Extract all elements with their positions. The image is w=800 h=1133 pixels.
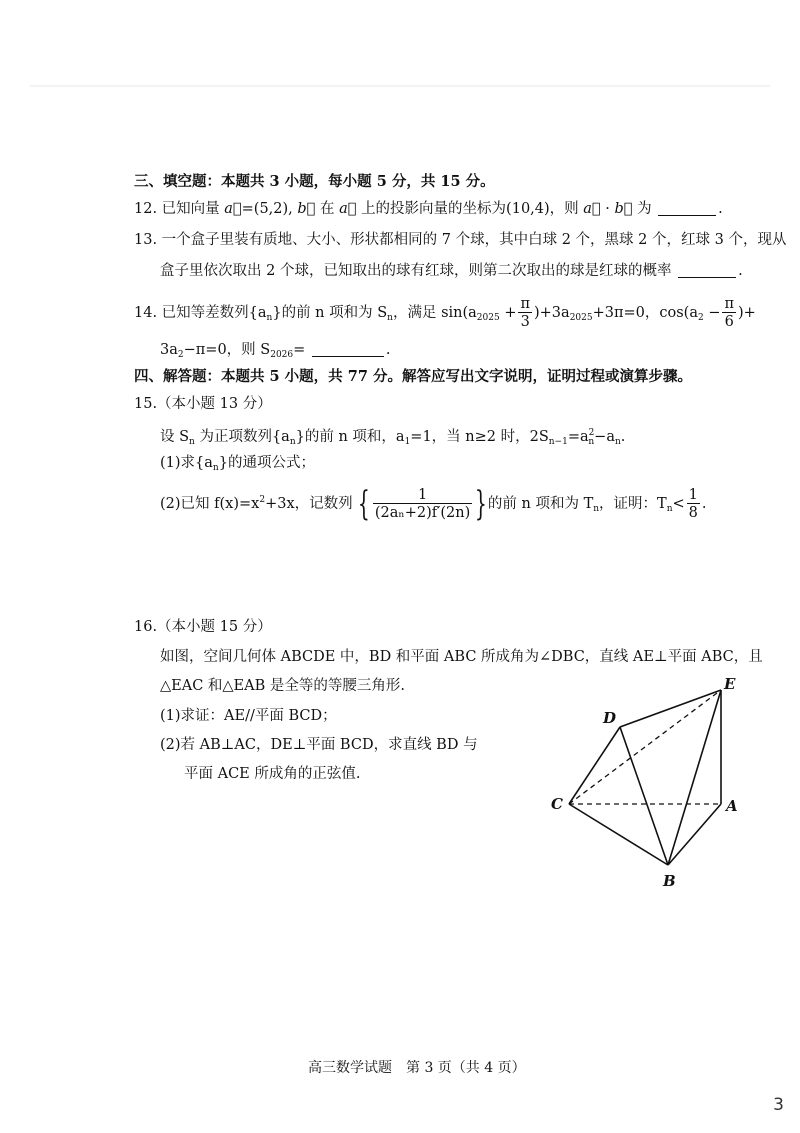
edge-CE-hidden (569, 690, 721, 804)
q14-text: +3π=0，cos(a (592, 305, 698, 321)
vector-a: a⃗ (583, 201, 601, 217)
q15-text: (1)求{a (160, 455, 213, 471)
label-C: C (551, 795, 563, 813)
subscript: 2025 (569, 313, 593, 323)
geometry-figure (545, 675, 745, 895)
vector-b: b⃗ (614, 201, 633, 217)
edge-DE (620, 690, 721, 727)
subscript: 2 (177, 350, 184, 360)
q15-text: . (620, 429, 626, 445)
question-15-title: 15.（本小题 13 分） (134, 396, 272, 412)
fraction-pi-over-6 (722, 297, 736, 330)
frac-num: 1 (373, 488, 472, 505)
q14-text: ，满足 sin(a (392, 305, 477, 321)
answer-blank (678, 263, 736, 278)
subscript: n−1 (548, 437, 568, 447)
subscript: n (212, 463, 219, 473)
q14-text: −π=0，则 S (183, 342, 271, 358)
q15-text: +3x，记数列 (265, 496, 353, 512)
question-16-title: 16.（本小题 15 分） (134, 619, 272, 635)
subscript: 2025 (476, 313, 500, 323)
question-16-part2-cont: 平面 ACE 所成角的正弦值. (184, 766, 361, 782)
q14-text: = (293, 342, 306, 358)
subscript: n (666, 504, 673, 514)
scan-shadow (30, 85, 770, 87)
question-14-line2 (160, 340, 391, 365)
question-13-line1: 13. 一个盒子里装有质地、大小、形状都相同的 7 个球，其中白球 2 个，黑球 2 个，红球 3 个，现从 (134, 232, 787, 248)
q15-text: 为正项数列{a (194, 429, 290, 445)
subscript: n (266, 313, 273, 323)
question-16-line1: 如图，空间几何体 ABCDE 中，BD 和平面 ABC 所成角为∠DBC，直线 AE⊥平面 ABC，且 (160, 649, 763, 665)
q12-text: 在 (319, 201, 335, 217)
edge-EB (668, 690, 721, 865)
fraction-sequence-term (373, 488, 472, 521)
q15-text: ，证明：T (599, 496, 667, 512)
frac-num: π (724, 295, 734, 312)
q15-text: }的通项公式； (218, 455, 315, 471)
vector-a: a⃗ (224, 201, 242, 217)
right-brace: } (475, 484, 488, 524)
q12-end: . (718, 201, 723, 217)
subscript: n (588, 437, 595, 447)
subscript: n (387, 313, 393, 323)
subscript: n (593, 504, 600, 514)
minus-sign: − (708, 305, 721, 321)
label-B: B (663, 872, 676, 890)
superscript: 2 (588, 428, 595, 438)
q12-a-value: =(5,2), (241, 201, 293, 217)
q14-text: )+ (738, 305, 756, 321)
frac-num: π (520, 295, 530, 312)
q14-text: }的前 n 项和为 S (272, 305, 388, 321)
question-15-intro (160, 423, 625, 452)
q15-end: . (701, 496, 707, 512)
page-corner-number: 3 (773, 1095, 784, 1115)
less-than: < (672, 496, 685, 512)
question-16-part2: (2)若 AB⊥AC，DE⊥平面 BCD，求直线 BD 与 (160, 737, 478, 753)
q13-end: . (738, 263, 743, 279)
frac-den: 6 (724, 314, 734, 330)
left-brace: { (358, 484, 371, 524)
section4-heading: 四、解答题：本题共 5 小题，共 77 分。解答应写出文字说明，证明过程或演算步骤。 (134, 368, 692, 385)
frac-den: 3 (520, 314, 530, 330)
question-13-line2 (160, 261, 743, 281)
edge-CB (569, 804, 668, 865)
q15-text: }的前 n 项和，a (295, 429, 405, 445)
label-E: E (724, 675, 736, 693)
dot-operator: · (605, 201, 610, 217)
q15-text: =a (567, 429, 589, 445)
plus-sign: + (504, 305, 517, 321)
q12-text: 12. 已知向量 (134, 201, 220, 217)
subscript: 1 (404, 437, 411, 447)
subscript: 2026 (270, 350, 294, 360)
frac-num: 1 (688, 486, 698, 503)
q14-text: 3a (160, 342, 178, 358)
answer-blank (312, 342, 384, 357)
edge-DC (569, 727, 620, 804)
q15-text: 设 S (160, 429, 190, 445)
answer-blank (658, 201, 716, 216)
frac-den: 8 (688, 505, 698, 521)
q12-text: 为 (637, 201, 652, 217)
vector-b: b⃗ (297, 201, 316, 217)
question-12 (134, 199, 723, 219)
superscript: 2 (259, 495, 266, 505)
q15-text: 的前 n 项和为 T (487, 496, 594, 512)
q14-text: )+3a (534, 305, 570, 321)
question-15-part2 (160, 478, 707, 531)
vector-a: a⃗ (339, 201, 357, 217)
q14-end: . (385, 342, 391, 358)
page-footer: 高三数学试题 第 3 页（共 4 页） (308, 1060, 526, 1076)
question-14-line1 (134, 291, 756, 340)
frac-den: (2aₙ+2)f′(2n) (374, 505, 471, 521)
label-A: A (726, 797, 738, 815)
subscript: n (189, 437, 195, 447)
subscript: n (289, 437, 296, 447)
q14-text: 14. 已知等差数列{a (134, 305, 267, 321)
subscript: 2 (697, 313, 704, 323)
q15-text: −a (594, 429, 615, 445)
label-D: D (603, 709, 617, 727)
fraction-pi-over-3 (518, 297, 532, 330)
q12-text: 上的投影向量的坐标为(10,4)，则 (361, 201, 579, 217)
section3-heading: 三、填空题：本题共 3 小题，每小题 5 分，共 15 分。 (134, 173, 495, 190)
q13-text: 盒子里依次取出 2 个球，已知取出的球有红球，则第二次取出的球是红球的概率 (160, 263, 672, 279)
edge-AB (668, 804, 721, 865)
fraction-one-eighth (687, 488, 700, 521)
q15-text: (2)已知 f(x)=x (160, 496, 260, 512)
subscript: n (614, 437, 621, 447)
question-16-part1: (1)求证：AE//平面 BCD； (160, 708, 337, 724)
q15-text: =1，当 n≥2 时，2S (410, 429, 549, 445)
question-16-line2: △EAC 和△EAB 是全等的等腰三角形. (160, 678, 405, 694)
question-15-part1 (160, 453, 315, 478)
